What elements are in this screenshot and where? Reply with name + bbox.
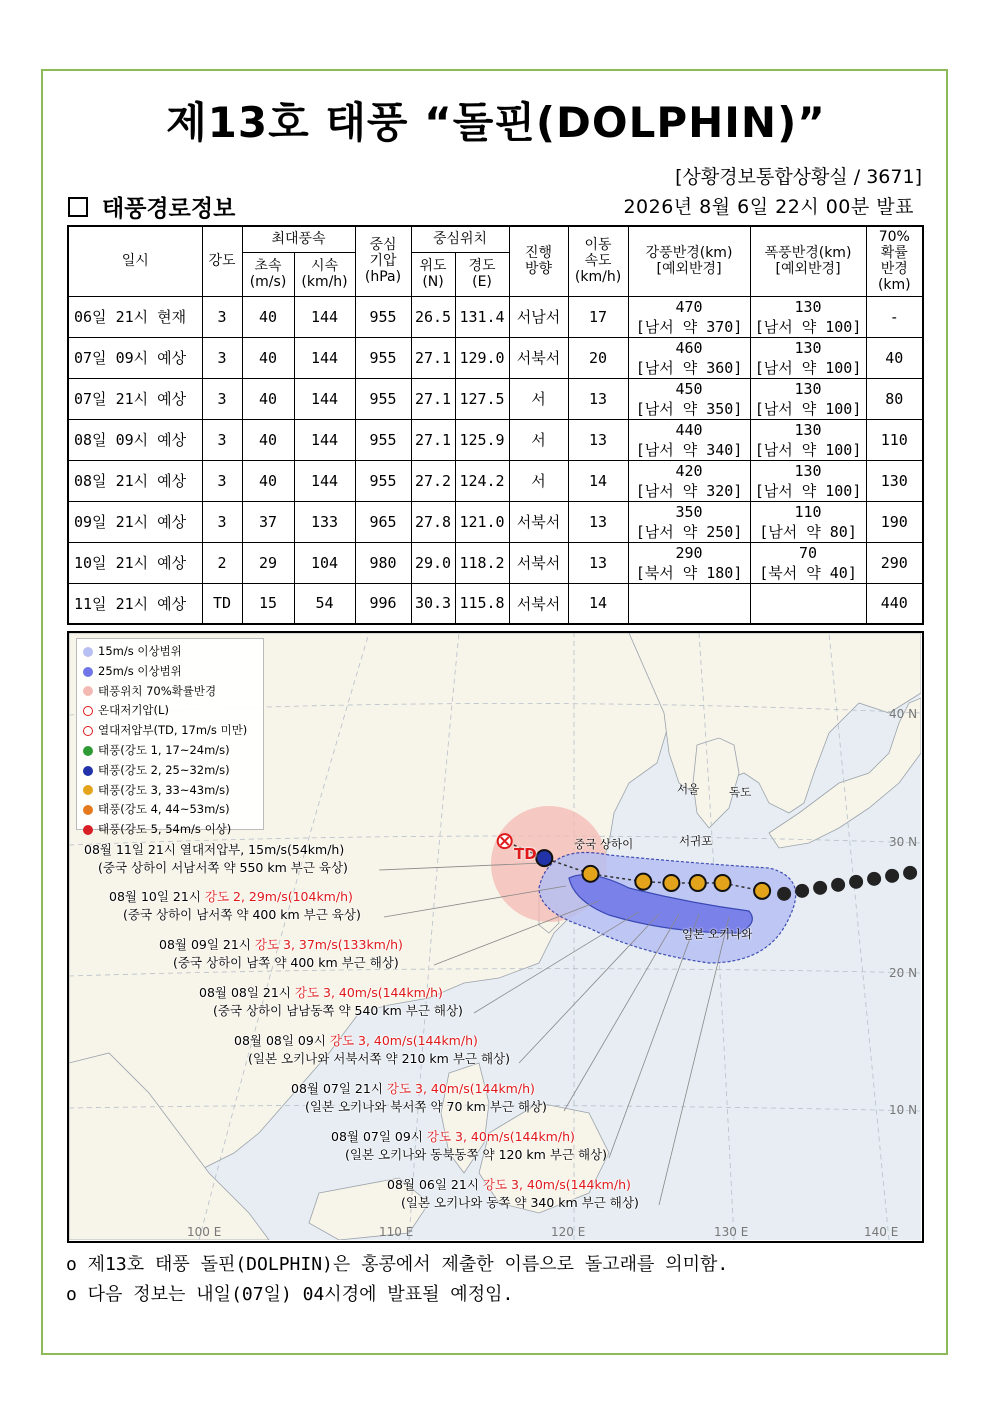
cell-lat: 27.1 <box>411 337 455 378</box>
notes <box>66 1250 728 1310</box>
typhoon-track-map <box>67 631 924 1243</box>
cell-speed: 14 <box>568 583 628 624</box>
cell-wind-kmh: 144 <box>294 460 355 501</box>
cell-datetime: 09일 21시 예상 <box>68 501 202 542</box>
past-track-typhoon-icon <box>831 878 845 892</box>
cell-direction: 서 <box>509 460 568 501</box>
cell-lat: 29.0 <box>411 542 455 583</box>
typhoon-symbol-icon <box>83 825 93 835</box>
cell-intensity: 2 <box>202 542 242 583</box>
map-legend <box>76 638 264 837</box>
cell-wind-ms: 37 <box>242 501 294 542</box>
cell-speed: 14 <box>568 460 628 501</box>
track-annotation: 08월 06일 21시 강도 3, 40m/s(144km/h) (일본 오키나와 동쪽 약 340 km 부근 해상) <box>387 1177 639 1210</box>
section-title-text: 태풍경로정보 <box>102 196 236 222</box>
past-track-typhoon-icon <box>885 869 899 883</box>
table-row <box>68 337 923 378</box>
track-annotation: 08월 07일 21시 강도 3, 40m/s(144km/h) (일본 오키나와 북서쪽 약 70 km 부근 해상) <box>291 1081 547 1114</box>
cell-pressure: 996 <box>355 583 411 624</box>
table-row <box>68 460 923 501</box>
table-row <box>68 296 923 337</box>
legend-item: 태풍(강도 2, 25~32m/s) <box>83 761 263 781</box>
legend-item: 25m/s 이상범위 <box>83 662 263 682</box>
header-probability-radius: 70% 확률 반경 (km) <box>866 226 923 296</box>
cell-wind-kmh: 144 <box>294 296 355 337</box>
header-lat: 위도 (N) <box>411 252 455 296</box>
cell-direction: 서북서 <box>509 542 568 583</box>
legend-item: 태풍(강도 3, 33~43m/s) <box>83 781 263 801</box>
cell-probability-radius: 130 <box>866 460 923 501</box>
past-track-typhoon-icon <box>903 866 917 880</box>
cell-lon: 131.4 <box>455 296 509 337</box>
cell-probability-radius: 40 <box>866 337 923 378</box>
typhoon-position-icon <box>663 875 679 891</box>
cell-lon: 124.2 <box>455 460 509 501</box>
header-wind-kmh: 시속 (km/h) <box>294 252 355 296</box>
cell-gale-radius: 440 [남서 약 340] <box>628 419 750 460</box>
cell-direction: 서남서 <box>509 296 568 337</box>
cell-probability-radius: 190 <box>866 501 923 542</box>
cell-wind-ms: 40 <box>242 378 294 419</box>
cell-probability-radius: 80 <box>866 378 923 419</box>
cell-probability-radius: 440 <box>866 583 923 624</box>
cell-speed: 13 <box>568 542 628 583</box>
legend-item: 태풍(강도 1, 17~24m/s) <box>83 741 263 761</box>
cell-storm-radius: 130 [남서 약 100] <box>750 296 866 337</box>
city-seogwipo: 서귀포 <box>679 834 713 848</box>
cell-datetime: 11일 21시 예상 <box>68 583 202 624</box>
lon-label-140e: 140 E <box>864 1225 899 1239</box>
city-dokdo: 독도 <box>729 785 752 799</box>
area-swatch-icon <box>83 647 93 657</box>
track-annotation: 08월 10일 21시 강도 2, 29m/s(104km/h) (중국 상하이 남서쪽 약 400 km 부근 육상) <box>109 889 361 922</box>
cell-gale-radius: 450 [남서 약 350] <box>628 378 750 419</box>
department-label: [상황경보통합상황실 / 3671] <box>675 166 922 188</box>
td-label: TD <box>514 845 537 863</box>
cell-storm-radius: 70 [북서 약 40] <box>750 542 866 583</box>
cell-direction: 서북서 <box>509 583 568 624</box>
cell-wind-ms: 40 <box>242 337 294 378</box>
cell-pressure: 955 <box>355 296 411 337</box>
header-pressure: 중심 기압 (hPa) <box>355 226 411 296</box>
typhoon-symbol-icon <box>83 766 93 776</box>
table-row <box>68 378 923 419</box>
cell-gale-radius: 420 [남서 약 320] <box>628 460 750 501</box>
legend-item: 태풍위치 70%확률반경 <box>83 682 263 702</box>
cell-wind-kmh: 54 <box>294 583 355 624</box>
legend-item: 태풍(강도 5, 54m/s 이상) <box>83 820 263 840</box>
header-storm-radius: 폭풍반경(km) [예외반경] <box>750 226 866 296</box>
low-pressure-icon <box>83 706 93 716</box>
cell-probability-radius: 110 <box>866 419 923 460</box>
header-max-wind: 최대풍속 <box>242 226 355 252</box>
lat-label-20n: 20 N <box>889 966 918 980</box>
city-okinawa: 일본 오키나와 <box>682 927 753 941</box>
header-gale-radius: 강풍반경(km) [예외반경] <box>628 226 750 296</box>
typhoon-symbol-icon <box>83 805 93 815</box>
typhoon-position-icon <box>583 866 599 882</box>
cell-lon: 125.9 <box>455 419 509 460</box>
cell-direction: 서북서 <box>509 501 568 542</box>
checkbox-square-icon <box>68 197 88 217</box>
legend-item: 15m/s 이상범위 <box>83 642 263 662</box>
lat-label-40n: 40 N <box>889 707 918 721</box>
cell-speed: 20 <box>568 337 628 378</box>
header-speed: 이동 속도 (km/h) <box>568 226 628 296</box>
table-row <box>68 419 923 460</box>
typhoon-symbol-icon <box>83 746 93 756</box>
cell-speed: 13 <box>568 501 628 542</box>
cell-wind-ms: 40 <box>242 460 294 501</box>
lon-label-130e: 130 E <box>714 1225 749 1239</box>
track-annotation: 08월 11일 21시 열대저압부, 15m/s(54km/h) (중국 상하이 서남서쪽 약 550 km 부근 육상) <box>84 842 348 875</box>
cell-gale-radius <box>628 583 750 624</box>
note-item: o 제13호 태풍 돌핀(DOLPHIN)은 홍콩에서 제출한 이름으로 돌고래를 의미함. <box>66 1254 729 1275</box>
table-row <box>68 501 923 542</box>
cell-wind-ms: 40 <box>242 296 294 337</box>
cell-lat: 27.8 <box>411 501 455 542</box>
cell-storm-radius: 110 [남서 약 80] <box>750 501 866 542</box>
area-swatch-icon <box>83 667 93 677</box>
cell-datetime: 08일 09시 예상 <box>68 419 202 460</box>
track-annotation: 08월 08일 09시 강도 3, 40m/s(144km/h) (일본 오키나와 서북서쪽 약 210 km 부근 해상) <box>234 1033 510 1066</box>
issued-time: 2026년 8월 6일 22시 00분 발표 <box>623 196 914 218</box>
typhoon-position-icon <box>635 874 651 890</box>
note-item: o 다음 정보는 내일(07일) 04시경에 발표될 예정임. <box>66 1284 514 1305</box>
past-track-typhoon-icon <box>795 884 809 898</box>
cell-pressure: 955 <box>355 337 411 378</box>
cell-lon: 115.8 <box>455 583 509 624</box>
lat-label-10n: 10 N <box>889 1103 918 1117</box>
track-annotation: 08월 08일 21시 강도 3, 40m/s(144km/h) (중국 상하이 남남동쪽 약 540 km 부근 해상) <box>199 985 463 1018</box>
past-track-typhoon-icon <box>777 887 791 901</box>
cell-wind-ms: 40 <box>242 419 294 460</box>
cell-gale-radius: 470 [남서 약 370] <box>628 296 750 337</box>
cell-wind-kmh: 133 <box>294 501 355 542</box>
cell-speed: 13 <box>568 419 628 460</box>
table-row <box>68 583 923 624</box>
cell-lon: 127.5 <box>455 378 509 419</box>
cell-intensity: 3 <box>202 419 242 460</box>
header-direction: 진행 방향 <box>509 226 568 296</box>
header-center: 중심위치 <box>411 226 509 252</box>
cell-lat: 27.1 <box>411 419 455 460</box>
cell-datetime: 07일 21시 예상 <box>68 378 202 419</box>
cell-storm-radius <box>750 583 866 624</box>
cell-pressure: 965 <box>355 501 411 542</box>
cell-wind-kmh: 104 <box>294 542 355 583</box>
page-title: 제13호 태풍 “돌핀(DOLPHIN)” <box>166 98 826 147</box>
cell-probability-radius: - <box>866 296 923 337</box>
cell-direction: 서 <box>509 419 568 460</box>
cell-gale-radius: 460 [남서 약 360] <box>628 337 750 378</box>
cell-datetime: 07일 09시 예상 <box>68 337 202 378</box>
low-pressure-icon <box>83 726 93 736</box>
cell-lat: 27.1 <box>411 378 455 419</box>
cell-lat: 26.5 <box>411 296 455 337</box>
cell-storm-radius: 130 [남서 약 100] <box>750 460 866 501</box>
area-swatch-icon <box>83 686 93 696</box>
header-datetime: 일시 <box>68 226 202 296</box>
past-track-typhoon-icon <box>867 872 881 886</box>
legend-item: 온대저기압(L) <box>83 701 263 721</box>
typhoon-position-icon <box>690 875 706 891</box>
track-annotation: 08월 09일 21시 강도 3, 37m/s(133km/h) (중국 상하이 남쪽 약 400 km 부근 해상) <box>159 937 403 970</box>
cell-intensity: 3 <box>202 501 242 542</box>
cell-wind-kmh: 144 <box>294 337 355 378</box>
cell-direction: 서 <box>509 378 568 419</box>
cell-lat: 27.2 <box>411 460 455 501</box>
typhoon-position-icon <box>715 875 731 891</box>
cell-wind-ms: 29 <box>242 542 294 583</box>
cell-lat: 30.3 <box>411 583 455 624</box>
cell-intensity: 3 <box>202 337 242 378</box>
track-annotation: 08월 07일 09시 강도 3, 40m/s(144km/h) (일본 오키나와 동북동쪽 약 120 km 부근 해상) <box>331 1129 607 1162</box>
table-row <box>68 542 923 583</box>
cell-pressure: 980 <box>355 542 411 583</box>
city-seoul: 서울 <box>677 782 700 796</box>
cell-intensity: TD <box>202 583 242 624</box>
cell-gale-radius: 350 [남서 약 250] <box>628 501 750 542</box>
cell-lon: 129.0 <box>455 337 509 378</box>
legend-item: 태풍(강도 4, 44~53m/s) <box>83 800 263 820</box>
cell-storm-radius: 130 [남서 약 100] <box>750 378 866 419</box>
cell-datetime: 06일 21시 현재 <box>68 296 202 337</box>
cell-pressure: 955 <box>355 419 411 460</box>
header-lon: 경도 (E) <box>455 252 509 296</box>
legend-item: 열대저압부(TD, 17m/s 미만) <box>83 721 263 741</box>
lat-label-30n: 30 N <box>889 835 918 849</box>
cell-lon: 118.2 <box>455 542 509 583</box>
cell-gale-radius: 290 [북서 약 180] <box>628 542 750 583</box>
cell-storm-radius: 130 [남서 약 100] <box>750 337 866 378</box>
cell-intensity: 3 <box>202 296 242 337</box>
cell-pressure: 955 <box>355 378 411 419</box>
header-wind-ms: 초속 (m/s) <box>242 252 294 296</box>
cell-wind-kmh: 144 <box>294 419 355 460</box>
cell-datetime: 10일 21시 예상 <box>68 542 202 583</box>
cell-probability-radius: 290 <box>866 542 923 583</box>
cell-wind-kmh: 144 <box>294 378 355 419</box>
cell-intensity: 3 <box>202 460 242 501</box>
cell-lon: 121.0 <box>455 501 509 542</box>
typhoon-symbol-icon <box>83 785 93 795</box>
past-track-typhoon-icon <box>849 875 863 889</box>
cell-storm-radius: 130 [남서 약 100] <box>750 419 866 460</box>
cell-speed: 17 <box>568 296 628 337</box>
city-shanghai: 중국 상하이 <box>574 837 634 851</box>
cell-pressure: 955 <box>355 460 411 501</box>
cell-wind-ms: 15 <box>242 583 294 624</box>
past-track-typhoon-icon <box>813 881 827 895</box>
lon-label-100e: 100 E <box>187 1225 222 1239</box>
cell-intensity: 3 <box>202 378 242 419</box>
lon-label-110e: 110 E <box>379 1225 414 1239</box>
header-intensity: 강도 <box>202 226 242 296</box>
typhoon-position-icon <box>536 850 552 866</box>
cell-datetime: 08일 21시 예상 <box>68 460 202 501</box>
cell-direction: 서북서 <box>509 337 568 378</box>
cell-speed: 13 <box>568 378 628 419</box>
typhoon-track-table <box>67 225 924 625</box>
lon-label-120e: 120 E <box>551 1225 586 1239</box>
section-title <box>68 190 235 223</box>
typhoon-position-icon <box>754 883 770 899</box>
